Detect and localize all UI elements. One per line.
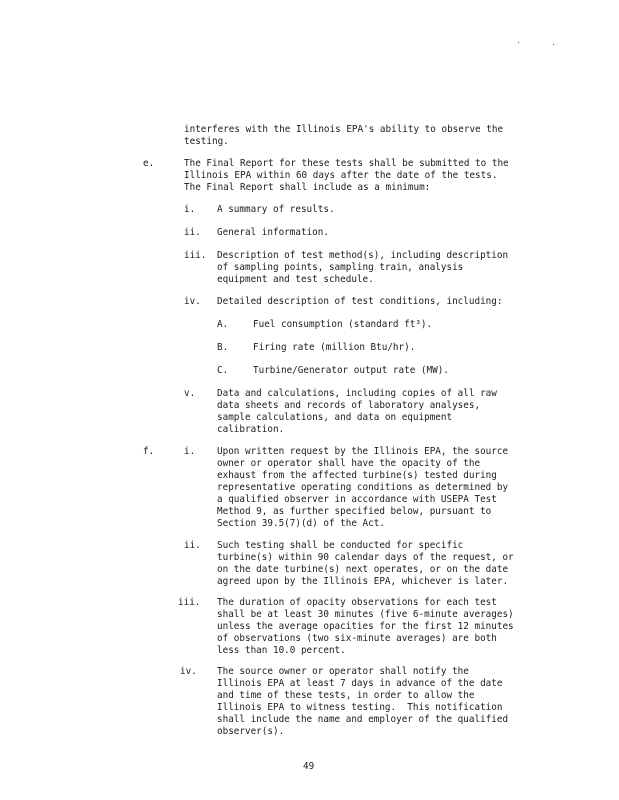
item-e-v-line: Data and calculations, including copies of all raw [217,388,497,399]
item-f-iv-marker: iv. [180,666,197,677]
page-number: 49 [303,761,315,772]
item-f-iv-line: shall include the name and employer of the qualified [217,714,509,725]
item-f-i-marker: i. [184,446,196,457]
item-f-marker: f. [143,446,155,457]
item-e-iii-line: Description of test method(s), including description [217,250,509,261]
item-f-iv-line: Illinois EPA at least 7 days in advance of the date [217,678,503,689]
item-e-iv-C-marker: C. [217,365,229,376]
item-f-iii-line: The duration of opacity observations for each test [217,597,497,608]
item-e-v-line: data sheets and records of laboratory analyses, [217,400,481,411]
continuation-line: interferes with the Illinois EPA's ability to observe the [184,124,504,135]
item-e-line: The Final Report shall include as a minimum: [184,182,431,193]
item-f-ii-marker: ii. [184,540,201,551]
item-f-i-line: exhaust from the affected turbine(s) tested during [217,470,497,481]
item-e-iv-A-marker: A. [217,319,229,330]
scan-speck [518,42,519,43]
item-f-iii-line: shall be at least 30 minutes (five 6-minute averages) [217,609,514,620]
item-e-iv-text: Detailed description of test conditions, including: [217,296,503,307]
item-f-ii-line: agreed upon by the Illinois EPA, whichever is later. [217,576,509,587]
item-f-i-line: Section 39.5(7)(d) of the Act. [217,518,385,529]
item-e-iii-line: of sampling points, sampling train, analysis [217,262,464,273]
item-e-iii-marker: iii. [184,250,207,261]
item-e-i-marker: i. [184,204,196,215]
scan-speck [553,44,554,45]
item-e-marker: e. [143,158,155,169]
item-f-iii-line: less than 10.0 percent. [217,645,346,656]
item-f-ii-line: turbine(s) within 90 calendar days of the request, or [217,552,514,563]
item-f-iii-marker: iii. [178,597,201,608]
item-e-ii-marker: ii. [184,227,201,238]
item-f-ii-line: Such testing shall be conducted for specific [217,540,464,551]
item-e-v-line: calibration. [217,424,285,435]
item-e-iv-B-text: Firing rate (million Btu/hr). [253,342,416,353]
item-f-iv-line: and time of these tests, in order to allow the [217,690,475,701]
item-f-i-line: owner or operator shall have the opacity of the [217,458,481,469]
item-e-line: Illinois EPA within 60 days after the date of the tests. [184,170,498,181]
item-f-i-line: a qualified observer in accordance with USEPA Test [217,494,497,505]
item-f-iv-line: The source owner or operator shall notify the [217,666,469,677]
item-e-iv-A-text: Fuel consumption (standard ft³). [253,319,433,330]
item-e-i-text: A summary of results. [217,204,335,215]
item-e-iv-marker: iv. [184,296,201,307]
item-e-iv-C-text: Turbine/Generator output rate (MW). [253,365,449,376]
item-f-iii-line: unless the average opacities for the first 12 minutes [217,621,514,632]
item-f-i-line: Method 9, as further specified below, pursuant to [217,506,492,517]
item-e-iii-line: equipment and test schedule. [217,274,374,285]
item-e-v-marker: v. [184,388,196,399]
continuation-line: testing. [184,136,229,147]
item-e-line: The Final Report for these tests shall be submitted to the [184,158,509,169]
item-f-iv-line: Illinois EPA to witness testing. This notification [217,702,503,713]
item-e-ii-text: General information. [217,227,329,238]
item-f-ii-line: on the date turbine(s) next operates, or on the date [217,564,509,575]
item-f-i-line: Upon written request by the Illinois EPA, the source [217,446,509,457]
item-e-v-line: sample calculations, and data on equipment [217,412,453,423]
item-e-iv-B-marker: B. [217,342,229,353]
item-f-i-line: representative operating conditions as determined by [217,482,509,493]
item-f-iii-line: of observations (two six-minute averages) are both [217,633,497,644]
item-f-iv-line: observer(s). [217,726,285,737]
